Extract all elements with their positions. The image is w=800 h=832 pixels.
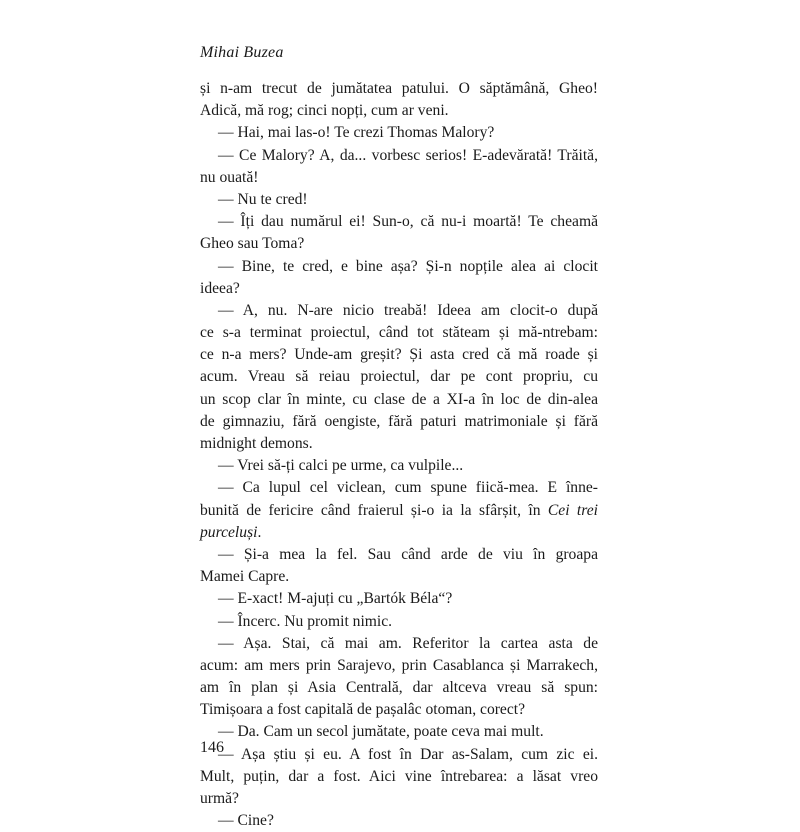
text-line (200, 788, 598, 810)
text-line (200, 189, 598, 211)
text-line-content: — E-xact! M-ajuți cu „Bartók Béla“? (218, 590, 453, 608)
text-line-content: — Cine? (218, 812, 274, 830)
text-line (200, 633, 598, 655)
text-line-content: — Așa știu și eu. A fost în Dar as-Salam, cum zic ei. (218, 745, 598, 763)
text-line (200, 233, 598, 255)
text-line-content: acum. Vreau să reiau proiectul, dar pe cont propriu, cu (200, 368, 598, 386)
text-line (200, 544, 598, 566)
text-line (200, 78, 598, 100)
text-line (200, 611, 598, 633)
text-line (200, 477, 598, 499)
text-line-content: — A, nu. N-are nicio treabă! Ideea am clocit-o după (218, 301, 598, 319)
page-number: 146 (200, 739, 224, 756)
text-line-content: am în plan și Asia Centrală, dar altceva vreau să spun: (200, 679, 598, 697)
text-line-content: — Vrei să-ți calci pe urme, ca vulpile... (218, 457, 464, 475)
italic-title: purceluși (200, 523, 258, 541)
text-line (200, 145, 598, 167)
text-line (200, 389, 598, 411)
text-line-tail: . (257, 523, 262, 541)
text-line-content: și n-am trecut de jumătatea patului. O săptămână, Gheo! (200, 80, 598, 97)
text-line-content: urmă? (200, 790, 239, 807)
text-line-content: un scop clar în minte, cu clase de a XI-a în loc de din-alea (200, 390, 598, 408)
text-line-content: — Așa. Stai, că mai am. Referitor la cartea asta de (218, 634, 598, 652)
text-line (200, 300, 598, 322)
text-line (200, 433, 598, 455)
text-line (200, 810, 598, 832)
text-line (200, 566, 598, 588)
text-line-content: Timișoara a fost capitală de pașalâc otoman, corect? (200, 701, 526, 719)
text-line (200, 588, 598, 610)
text-line-content: — Bine, te cred, e bine așa? Și-n nopțile alea ai clocit (218, 257, 598, 275)
text-line (200, 344, 598, 366)
text-line (200, 211, 598, 233)
text-line-content: — Îți dau numărul ei! Sun-o, că nu-i moartă! Te cheamă (218, 213, 598, 231)
text-line-content: — Încerc. Nu promit nimic. (218, 612, 393, 630)
text-line (200, 256, 598, 278)
text-line-content: midnight demons. (200, 435, 313, 452)
text-line-content: Mult, puțin, dar a fost. Aici vine întrebarea: a lăsat vreo (200, 767, 598, 785)
text-line (200, 677, 598, 699)
text-line-content: de gimnaziu, fără oengiste, fără paturi matrimoniale și fără (200, 412, 598, 430)
text-line-content: ce n-a mers? Unde-am greșit? Și asta cred că mă roade și (200, 346, 598, 364)
text-line-content: — Hai, mai las-o! Te crezi Thomas Malory? (218, 124, 495, 142)
text-line (200, 699, 598, 721)
text-line (200, 500, 598, 522)
text-line-content: ce s-a terminat proiectul, când tot stăteam și mă-ntrebam: (200, 324, 598, 342)
text-line (200, 522, 598, 544)
text-line (200, 122, 598, 144)
text-line (200, 100, 598, 122)
text-line-content: — Și-a mea la fel. Sau când arde de viu în groapa (218, 545, 598, 563)
text-line (200, 366, 598, 388)
text-line (200, 744, 598, 766)
text-line (200, 721, 598, 743)
text-line-content: bunită de fericire când fraierul și-o ia la sfârșit, în (200, 501, 548, 519)
running-head-author: Mihai Buzea (200, 44, 284, 61)
body-text (200, 78, 598, 832)
text-line (200, 411, 598, 433)
text-line-content: — Nu te cred! (218, 190, 308, 208)
book-page (200, 44, 598, 830)
text-line-content: ideea? (200, 279, 240, 297)
text-line-content: Gheo sau Toma? (200, 235, 305, 253)
text-line-content: nu ouată! (200, 168, 259, 186)
text-line-content: acum: am mers prin Sarajevo, prin Casablanca și Marrakech, (200, 656, 598, 674)
text-line (200, 322, 598, 344)
text-line-content: — Ca lupul cel viclean, cum spune fiică-mea. E înne- (218, 479, 598, 497)
text-line-content: — Da. Cam un secol jumătate, poate ceva mai mult. (218, 723, 544, 741)
text-line-content: Mamei Capre. (200, 568, 290, 586)
text-line-content: — Ce Malory? A, da... vorbesc serios! E-adevărată! Trăită, (218, 146, 598, 164)
text-line (200, 167, 598, 189)
text-line (200, 766, 598, 788)
italic-title: Cei trei (547, 501, 598, 519)
text-line (200, 278, 598, 300)
text-line (200, 455, 598, 477)
text-line-content: Adică, mă rog; cinci nopți, cum ar veni. (200, 102, 449, 120)
text-line (200, 655, 598, 677)
